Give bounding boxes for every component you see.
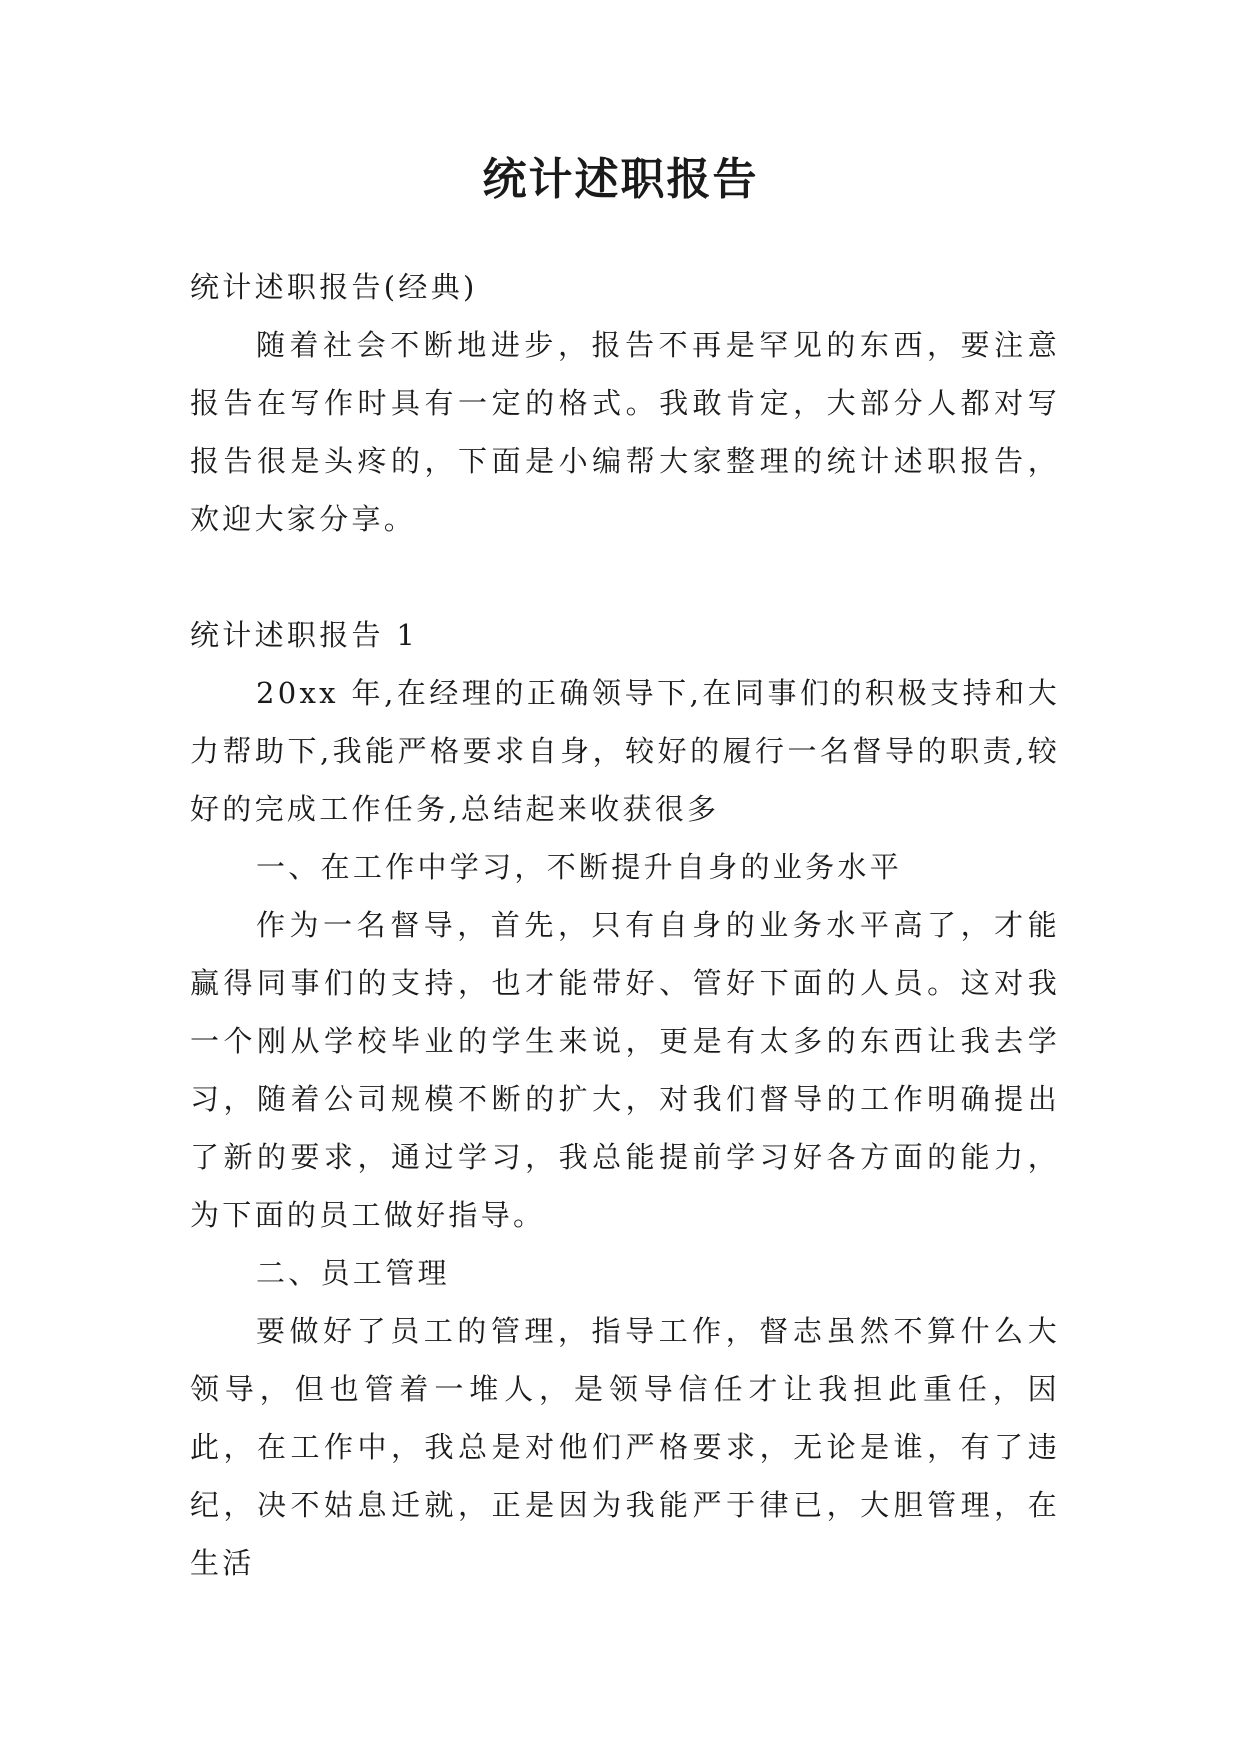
document-body [190, 258, 1060, 1592]
subtitle-paragraph: 统计述职报告(经典) [190, 270, 478, 304]
subheading-1: 一、在工作中学习，不断提升自身的业务水平 [256, 850, 903, 884]
body-paragraph-1: 20xx 年,在经理的正确领导下,在同事们的积极支持和大力帮助下,我能严格要求自身，较好的履行一名督导的职责,较好的完成工作任务,总结起来收获很多 [190, 676, 1060, 826]
body-paragraph-3: 要做好了员工的管理，指导工作，督志虽然不算什么大领导，但也管着一堆人，是领导信任才让我担此重任，因此，在工作中，我总是对他们严格要求，无论是谁，有了违纪，决不姑息迁就，正是因为我能严于律已，大胆管理，在生活 [190, 1314, 1060, 1580]
section-heading-1: 统计述职报告 1 [190, 618, 419, 652]
intro-paragraph: 随着社会不断地进步，报告不再是罕见的东西，要注意报告在写作时具有一定的格式。我敢肯定，大部分人都对写报告很是头疼的，下面是小编帮大家整理的统计述职报告，欢迎大家分享。 [190, 328, 1060, 536]
body-paragraph-2: 作为一名督导，首先，只有自身的业务水平高了，才能赢得同事们的支持，也才能带好、管好下面的人员。这对我一个刚从学校毕业的学生来说，更是有太多的东西让我去学习，随着公司规模不断的扩大，对我们督导的工作明确提出了新的要求，通过学习，我总能提前学习好各方面的能力，为下面的员工做好指导。 [190, 908, 1060, 1232]
document-title: 统计述职报告 [482, 154, 759, 205]
subheading-2: 二、员工管理 [256, 1256, 450, 1290]
